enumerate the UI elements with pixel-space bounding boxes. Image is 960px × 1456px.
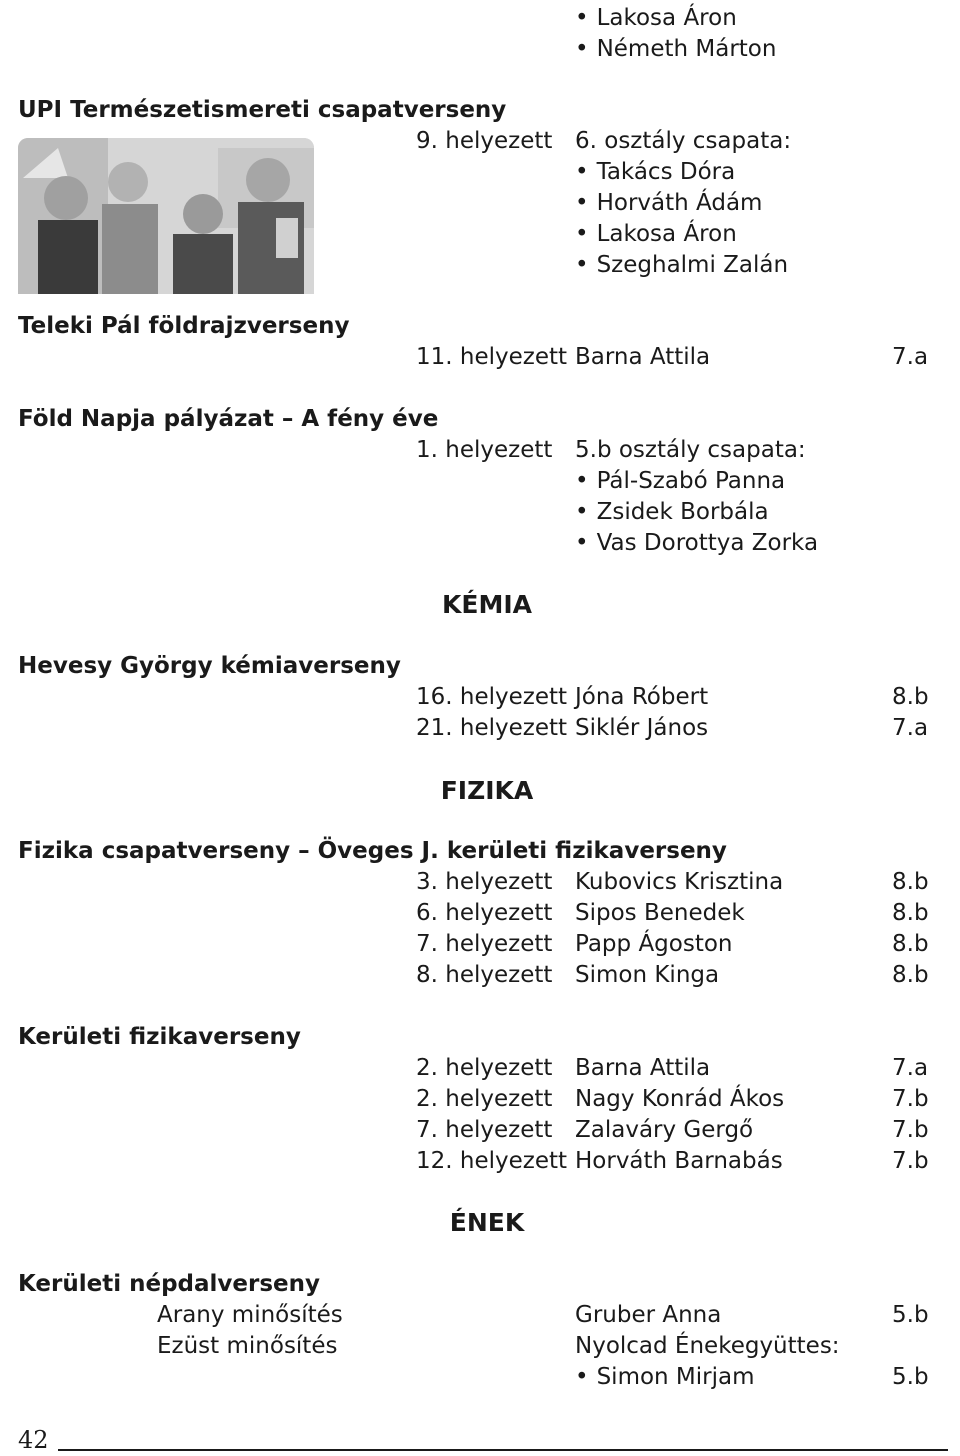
place-label: 8. helyezett [416,962,553,988]
place-label: 7. helyezett [416,931,553,957]
place-label: 21. helyezett [416,715,568,741]
section-heading: FIZIKA [440,776,534,805]
list-item: • Takács Dóra [575,161,735,184]
competition-title: Föld Napja pályázat – A fény éve [18,406,439,432]
competition-title: Teleki Pál földrajzverseny [18,313,350,339]
list-item: • Vas Dorottya Zorka [575,532,818,555]
student-name: Sipos Benedek [575,900,745,926]
team-label: Nyolcad Énekegyüttes: [575,1333,840,1359]
list-item: • Lakosa Áron [575,223,737,246]
section-heading: ÉNEK [449,1208,525,1237]
place-label: 12. helyezett [416,1148,568,1174]
place-label: 16. helyezett [416,684,568,710]
section-heading: KÉMIA [442,590,532,619]
team-label: 5.b osztály csapata: [575,437,806,463]
class-label: 8.b [892,869,929,895]
place-label: 11. helyezett [416,344,568,370]
class-label: 7.b [892,1086,929,1112]
student-name: Kubovics Krisztina [575,869,784,895]
footer-rule [58,1449,948,1451]
place-label: 9. helyezett [416,128,553,154]
student-name: Nagy Konrád Ákos [575,1086,785,1112]
class-label: 7.a [892,1055,929,1081]
class-label: 7.a [892,344,929,370]
team-photo [18,138,314,294]
student-name: Horváth Barnabás [575,1148,783,1174]
student-name: Jóna Róbert [575,684,709,710]
class-label: 7.b [892,1148,929,1174]
page-number: 42 [18,1426,49,1454]
student-name: Papp Ágoston [575,931,733,957]
place-label: 7. helyezett [416,1117,553,1143]
list-item: • Simon Mirjam [575,1366,755,1389]
place-label: 2. helyezett [416,1086,553,1112]
award-label: Ezüst minősítés [157,1333,338,1359]
list-item: • Zsidek Borbála [575,501,769,524]
class-label: 8.b [892,684,929,710]
class-label: 7.a [892,715,929,741]
competition-title: Fizika csapatverseny – Öveges J. kerületi fizikaverseny [18,838,727,864]
class-label: 5.b [892,1302,929,1328]
student-name: Barna Attila [575,344,711,370]
class-label: 8.b [892,900,929,926]
list-item: • Szeghalmi Zalán [575,254,788,277]
student-name: Zalaváry Gergő [575,1117,754,1143]
class-label: 8.b [892,931,929,957]
list-item: • Horváth Ádám [575,192,762,215]
student-name: Barna Attila [575,1055,711,1081]
team-label: 6. osztály csapata: [575,128,792,154]
competition-title: UPI Természetismereti csapatverseny [18,97,507,123]
list-item: • Németh Márton [575,38,776,61]
student-name: Gruber Anna [575,1302,722,1328]
list-item: • Lakosa Áron [575,7,737,30]
place-label: 1. helyezett [416,437,553,463]
list-item: • Pál-Szabó Panna [575,470,785,493]
place-label: 2. helyezett [416,1055,553,1081]
class-label: 5.b [892,1364,929,1390]
place-label: 3. helyezett [416,869,553,895]
competition-title: Hevesy György kémiaverseny [18,653,401,679]
competition-title: Kerületi népdalverseny [18,1271,320,1297]
student-name: Siklér János [575,715,709,741]
award-label: Arany minősítés [157,1302,343,1328]
class-label: 8.b [892,962,929,988]
place-label: 6. helyezett [416,900,553,926]
student-name: Simon Kinga [575,962,720,988]
competition-title: Kerületi fizikaverseny [18,1024,301,1050]
class-label: 7.b [892,1117,929,1143]
